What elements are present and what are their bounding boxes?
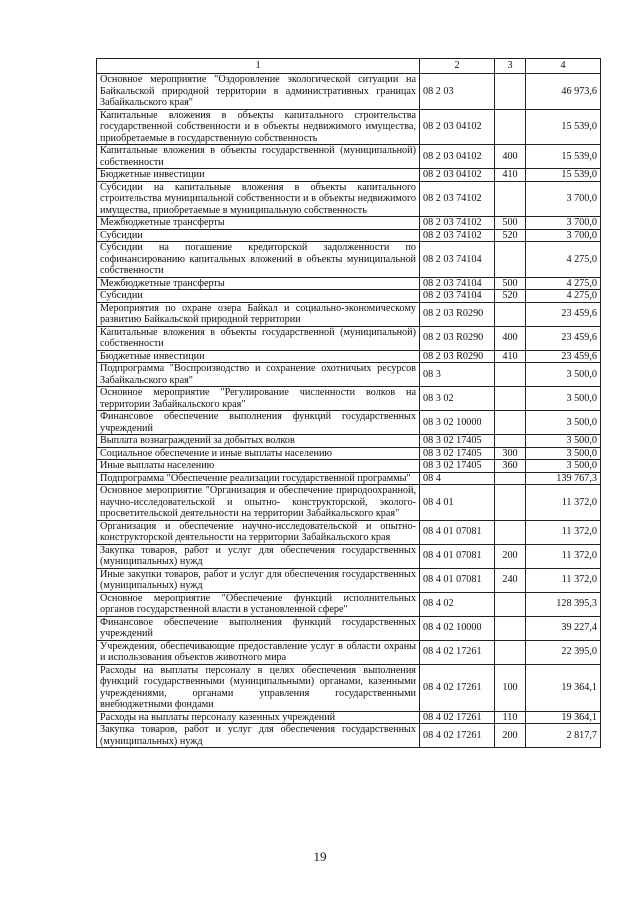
column-header-2: 2 [420,59,495,74]
row-name-cell: Учреждения, обеспечивающие предоставление услуг в области охраны и использования объектов животного мира [97,640,420,664]
row-amount-cell: 4 275,0 [526,242,601,278]
table-row [97,724,601,748]
row-name-cell: Межбюджетные трансферты [97,277,420,290]
row-amount-cell: 19 364,1 [526,711,601,724]
row-code-cell: 08 4 02 17261 [420,711,495,724]
row-expense-type-cell [495,616,526,640]
column-header-3: 3 [495,59,526,74]
row-expense-type-cell: 200 [495,544,526,568]
row-expense-type-cell [495,302,526,326]
row-name-cell: Иные выплаты населению [97,460,420,473]
page-number: 19 [313,849,327,864]
column-header-4: 4 [526,59,601,74]
row-code-cell: 08 4 02 10000 [420,616,495,640]
row-code-cell: 08 3 02 17405 [420,435,495,448]
row-code-cell: 08 4 01 07081 [420,544,495,568]
row-expense-type-cell: 410 [495,169,526,182]
row-code-cell: 08 4 01 07081 [420,568,495,592]
row-expense-type-cell: 520 [495,290,526,303]
row-amount-cell: 11 372,0 [526,520,601,544]
table-row [97,181,601,217]
row-name-cell: Капитальные вложения в объекты капитального строительства государственной собственности и в объекты недвижимого имущества, приобретаемые в государственную собственность [97,109,420,145]
row-amount-cell: 11 372,0 [526,485,601,521]
table-row [97,472,601,485]
row-name-cell: Бюджетные инвестиции [97,169,420,182]
row-amount-cell: 3 700,0 [526,181,601,217]
row-expense-type-cell: 500 [495,217,526,230]
row-name-cell: Иные закупки товаров, работ и услуг для обеспечения государственных (муниципальных) нужд [97,568,420,592]
row-expense-type-cell: 410 [495,350,526,363]
row-name-cell: Субсидии на капитальные вложения в объекты капитального строительства муниципальной собственности и в объекты недвижимого имущества, приобретаемые в муниципальную собственность [97,181,420,217]
table-row [97,447,601,460]
row-code-cell: 08 4 02 17261 [420,664,495,711]
row-expense-type-cell [495,363,526,387]
row-name-cell: Основное мероприятие "Организация и обеспечение природоохранной, научно-исследовательской и опытно- конструкторской, эколого-просветительской деятельности на территории Забайкальского края" [97,485,420,521]
table-row [97,350,601,363]
row-expense-type-cell: 400 [495,326,526,350]
row-amount-cell: 11 372,0 [526,568,601,592]
table-row [97,411,601,435]
row-amount-cell: 19 364,1 [526,664,601,711]
row-amount-cell: 3 500,0 [526,460,601,473]
row-code-cell: 08 2 03 74104 [420,277,495,290]
table-row [97,387,601,411]
table-row [97,145,601,169]
row-code-cell: 08 2 03 R0290 [420,326,495,350]
row-expense-type-cell: 110 [495,711,526,724]
row-expense-type-cell [495,411,526,435]
row-expense-type-cell [495,242,526,278]
row-name-cell: Закупка товаров, работ и услуг для обеспечения государственных (муниципальных) нужд [97,544,420,568]
row-name-cell: Капитальные вложения в объекты государственной (муниципальной) собственности [97,145,420,169]
row-expense-type-cell [495,485,526,521]
table-row [97,640,601,664]
row-code-cell: 08 4 01 07081 [420,520,495,544]
table-row [97,616,601,640]
row-name-cell: Основное мероприятие "Оздоровление экологической ситуации на Байкальской природной территории в административных границах Забайкальского края" [97,74,420,110]
table-row [97,460,601,473]
row-amount-cell: 39 227,4 [526,616,601,640]
budget-table [96,58,601,748]
row-amount-cell: 3 500,0 [526,363,601,387]
row-expense-type-cell [495,109,526,145]
row-code-cell: 08 2 03 R0290 [420,350,495,363]
row-code-cell: 08 2 03 04102 [420,169,495,182]
row-expense-type-cell [495,181,526,217]
row-expense-type-cell [495,74,526,110]
row-code-cell: 08 2 03 04102 [420,109,495,145]
row-code-cell: 08 2 03 R0290 [420,302,495,326]
row-expense-type-cell [495,387,526,411]
table-row [97,302,601,326]
table-row [97,568,601,592]
row-expense-type-cell: 520 [495,229,526,242]
row-name-cell: Закупка товаров, работ и услуг для обеспечения государственных (муниципальных) нужд [97,724,420,748]
row-amount-cell: 2 817,7 [526,724,601,748]
row-code-cell: 08 2 03 74104 [420,290,495,303]
row-code-cell: 08 3 02 [420,387,495,411]
table-header-row [97,59,601,74]
row-name-cell: Подпрограмма "Воспроизводство и сохранение охотничьих ресурсов Забайкальского края" [97,363,420,387]
row-name-cell: Социальное обеспечение и иные выплаты населению [97,447,420,460]
row-code-cell: 08 4 02 17261 [420,724,495,748]
row-name-cell: Финансовое обеспечение выполнения функций государственных учреждений [97,616,420,640]
row-name-cell: Мероприятия по охране озера Байкал и социально-экономическому развитию Байкальской природной территории [97,302,420,326]
table-row [97,520,601,544]
row-code-cell: 08 3 [420,363,495,387]
row-expense-type-cell [495,592,526,616]
row-expense-type-cell: 300 [495,447,526,460]
table-row [97,592,601,616]
row-code-cell: 08 3 02 17405 [420,447,495,460]
row-expense-type-cell [495,435,526,448]
row-code-cell: 08 3 02 10000 [420,411,495,435]
row-amount-cell: 11 372,0 [526,544,601,568]
table-row [97,711,601,724]
row-expense-type-cell: 360 [495,460,526,473]
row-amount-cell: 128 395,3 [526,592,601,616]
table-row [97,217,601,230]
row-name-cell: Межбюджетные трансферты [97,217,420,230]
row-code-cell: 08 3 02 17405 [420,460,495,473]
row-expense-type-cell: 240 [495,568,526,592]
row-name-cell: Капитальные вложения в объекты государственной (муниципальной) собственности [97,326,420,350]
row-amount-cell: 4 275,0 [526,277,601,290]
row-code-cell: 08 4 02 [420,592,495,616]
row-amount-cell: 3 500,0 [526,387,601,411]
row-name-cell: Расходы на выплаты персоналу казенных учреждений [97,711,420,724]
table-row [97,169,601,182]
row-expense-type-cell [495,472,526,485]
row-name-cell: Выплата вознаграждений за добытых волков [97,435,420,448]
row-amount-cell: 15 539,0 [526,145,601,169]
row-amount-cell: 3 700,0 [526,217,601,230]
row-amount-cell: 15 539,0 [526,169,601,182]
row-amount-cell: 23 459,6 [526,350,601,363]
table-row [97,109,601,145]
row-name-cell: Подпрограмма "Обеспечение реализации государственной программы" [97,472,420,485]
table-row [97,664,601,711]
row-name-cell: Субсидии [97,290,420,303]
row-amount-cell: 3 500,0 [526,435,601,448]
row-code-cell: 08 4 [420,472,495,485]
row-name-cell: Бюджетные инвестиции [97,350,420,363]
row-name-cell: Расходы на выплаты персоналу в целях обеспечения выполнения функций государственными (муниципальными) органами, казенными учреждениями, органами управления государственными внебюджетными фондами [97,664,420,711]
row-code-cell: 08 2 03 74102 [420,181,495,217]
column-header-1: 1 [97,59,420,74]
table-row [97,544,601,568]
row-code-cell: 08 2 03 [420,74,495,110]
row-expense-type-cell: 500 [495,277,526,290]
table-row [97,290,601,303]
row-amount-cell: 15 539,0 [526,109,601,145]
table-row [97,435,601,448]
row-code-cell: 08 4 02 17261 [420,640,495,664]
table-body [97,74,601,748]
row-expense-type-cell: 200 [495,724,526,748]
table-row [97,326,601,350]
row-name-cell: Организация и обеспечение научно-исследовательской и опытно-конструкторской деятельности на территории Забайкальского края [97,520,420,544]
row-code-cell: 08 2 03 74104 [420,242,495,278]
row-name-cell: Субсидии [97,229,420,242]
row-name-cell: Субсидии на погашение кредиторской задолженности по софинансированию капитальных вложений в объекты муниципальной собственности [97,242,420,278]
row-name-cell: Основное мероприятие "Обеспечение функций исполнительных органов государственной власти в установленной сфере" [97,592,420,616]
row-name-cell: Финансовое обеспечение выполнения функций государственных учреждений [97,411,420,435]
row-expense-type-cell: 100 [495,664,526,711]
row-amount-cell: 46 973,6 [526,74,601,110]
table-row [97,485,601,521]
table-row [97,277,601,290]
table-row [97,363,601,387]
row-code-cell: 08 2 03 04102 [420,145,495,169]
row-amount-cell: 3 500,0 [526,411,601,435]
row-expense-type-cell [495,520,526,544]
row-amount-cell: 23 459,6 [526,326,601,350]
row-amount-cell: 139 767,3 [526,472,601,485]
row-expense-type-cell [495,640,526,664]
row-amount-cell: 23 459,6 [526,302,601,326]
row-code-cell: 08 2 03 74102 [420,229,495,242]
row-amount-cell: 22 395,0 [526,640,601,664]
row-code-cell: 08 2 03 74102 [420,217,495,230]
row-amount-cell: 4 275,0 [526,290,601,303]
row-amount-cell: 3 500,0 [526,447,601,460]
row-name-cell: Основное мероприятие "Регулирование численности волков на территории Забайкальского края" [97,387,420,411]
row-expense-type-cell: 400 [495,145,526,169]
row-amount-cell: 3 700,0 [526,229,601,242]
table-row [97,229,601,242]
row-code-cell: 08 4 01 [420,485,495,521]
table-row [97,242,601,278]
table-row [97,74,601,110]
